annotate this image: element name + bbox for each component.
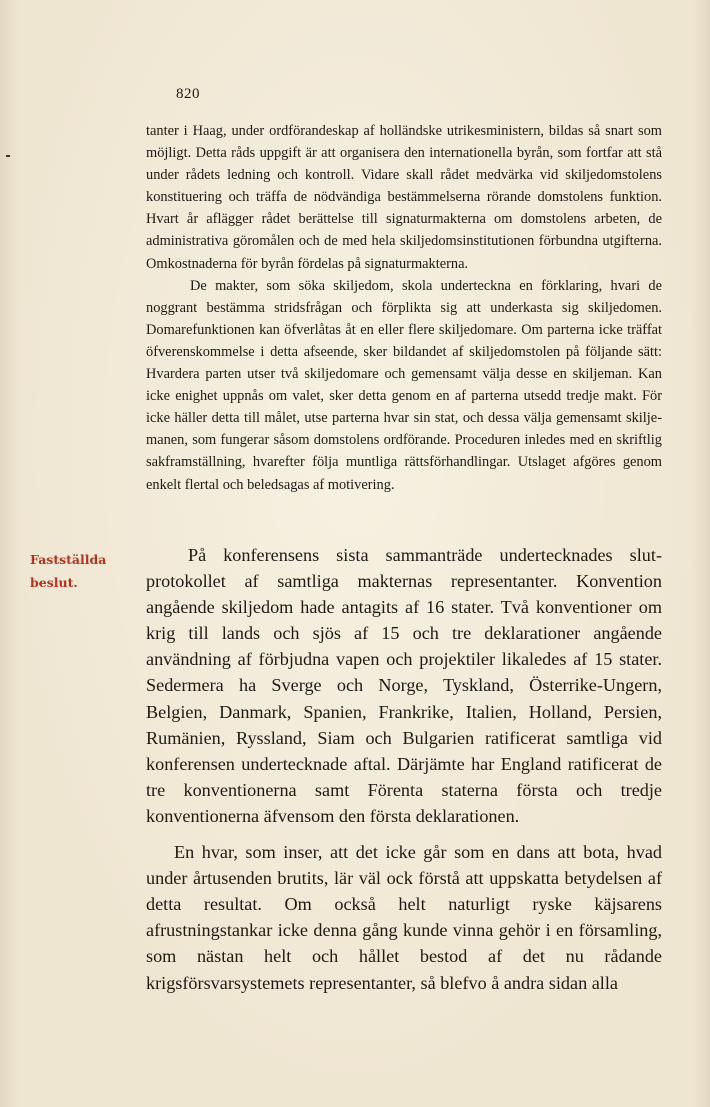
small-print-section (146, 120, 662, 496)
stray-ink-mark (6, 155, 10, 157)
margin-note (30, 548, 140, 594)
main-paragraph-final-protocol: På konferensens sista sammanträde undertecknades slutprotokollet af samtliga makternas representanter. Konvention angående skiljedom hade antagits af 16 stater. Två konventioner om krig till lands och sjös af 15 och tre deklarationer angående användning af förbjudna vapen och projektiler likaledes af 15 stater. Sedermera ha Sverge och Norge, Tyskland, Österrike-Ungern, Belgien, Danmark, Spanien, Frankrike, Italien, Holland, Persien, Rumänien, Ryssland, Siam och Bulgarien ratificerat samtliga vid konferensen undertecknade aftal. Därjämte har England ratificerat de tre konventionerna samt Förenta staterna första och tredje konventionerna äfvensom den första deklarationen. (146, 545, 662, 826)
margin-note-line-2: beslut. (30, 575, 78, 590)
small-paragraph-continuation: tanter i Haag, under ordförandeskap af holländske utrikesministern, bildas så snart som möjligt. Detta råds uppgift är att organisera den internationella byrån, som fortfar att stå under rådets ledning och kontroll. Vidare skall rådet medvärka vid skiljedomstolens konstituering och träffa de nödvändiga bestämmelserna rörande domstolens funktion. Hvart år aflägger rådet berättelse till signaturmakterna om domstolens arbeten, de administrativa göromålen och de med hela skiljedomsinstitutionen förbundna utgifterna. Omkostnaderna för byrån fördelas på signaturmakterna. (146, 123, 662, 272)
main-paragraph-significance: En hvar, som inser, att det icke går som en dans att bota, hvad under årtusenden brutits, lär väl ock förstå att uppskatta betydelsen af detta resultat. Om också helt naturligt ryske käjsarens afrustningstankar icke denna gång kunde vinna gehör i en församling, som nästan helt och hållet bestod af det nu rådande krigsförsvarsystemets representanter, så blefvo å andra sidan alla (146, 842, 662, 993)
main-text-section (146, 542, 662, 996)
margin-note-line-1: Fastställda (30, 552, 107, 567)
small-paragraph-arbitration-procedure: De makter, som söka skiljedom, skola underteckna en förklaring, hvari de noggrant bestämma stridsfrågan och förplikta sig att underkasta sig skiljedomen. Domarefunktionen kan öfverlåtas åt en eller flere skiljedomare. Om parterna icke träffat öfverenskommelse i detta afseende, sker bildandet af skiljedomstolen på följande sätt: Hvardera parten utser två skiljedomare och gemensamt välja desse en skiljeman. Kan icke enighet uppnås om valet, sker detta genom en af parterna utsedd tredje makt. För icke häller detta till målet, utse parterna hvar sin stat, och dessa välja gemensamt skiljemanen, som fungerar såsom domstolens ordförande. Proceduren inledes med en skriftlig sakframställning, hvarefter följa muntliga rättsförhandlingar. Utslaget afgöres genom enkelt flertal och beledsagas af motivering. (146, 277, 662, 493)
page-number: 820 (176, 86, 200, 102)
